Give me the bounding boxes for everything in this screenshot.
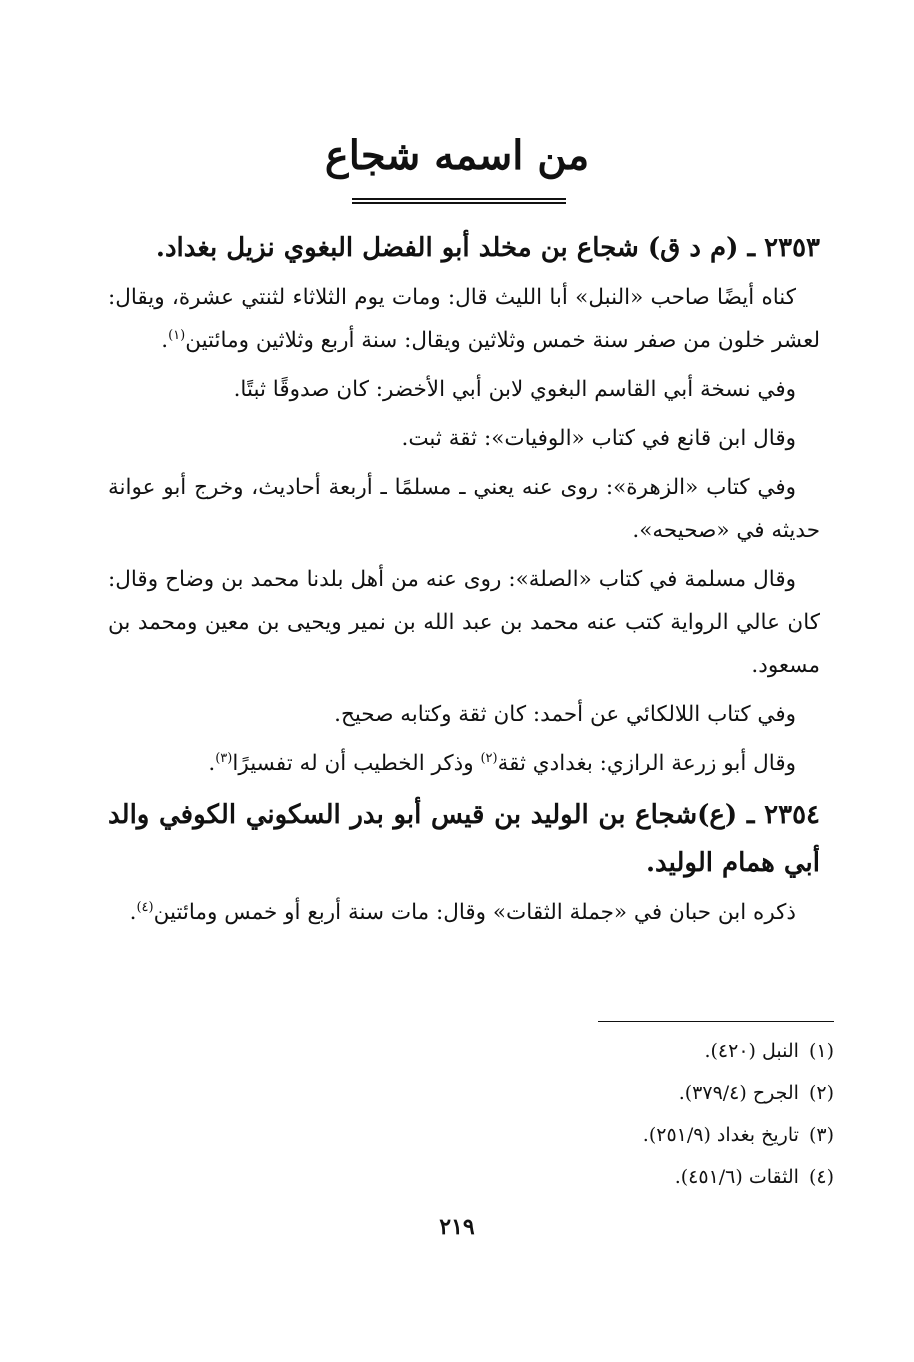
entry-2353-heading: ٢٣٥٣ ـ (م د ق) شجاع بن مخلد أبو الفضل البغوي نزيل بغداد. — [155, 233, 820, 263]
paragraph-text: وقال أبو زرعة الرازي: بغدادي ثقة — [497, 751, 796, 776]
entry-2353-paragraph-4: وفي كتاب «الزهرة»: روى عنه يعني ـ مسلمًا ـ أربعة أحاديث، وخرج أبو عوانة حديثه في «صحيحه». — [108, 475, 820, 543]
entry-2354-paragraph-1 — [108, 891, 820, 934]
footnote-ref: (٤) — [136, 899, 154, 915]
entry-2353-paragraph-3: وقال ابن قانع في كتاب «الوفيات»: ثقة ثبت. — [401, 426, 796, 451]
footnotes — [434, 1030, 834, 1198]
paragraph-text: ذكره ابن حبان في «جملة الثقات» وقال: مات سنة أربع أو خمس ومائتين — [153, 900, 796, 925]
footnote-separator — [598, 1021, 834, 1022]
chapter-title: من اسمه شجاع — [324, 132, 590, 179]
paragraph-end: . — [129, 900, 137, 925]
footnote-ref: (٢) — [480, 750, 498, 766]
footnote-text: النبل (٤٢٠). — [704, 1040, 799, 1062]
footnote-4 — [434, 1156, 834, 1198]
page-number: ٢١٩ — [439, 1214, 475, 1240]
footnote-number: (١) — [808, 1040, 834, 1062]
footnote-text: تاريخ بغداد (٢٥١/٩). — [642, 1124, 799, 1146]
entry-2354-heading: ٢٣٥٤ ـ (ع)شجاع بن الوليد بن قيس أبو بدر السكوني الكوفي والد أبي همام الوليد. — [108, 800, 820, 878]
main-text — [108, 222, 820, 940]
entry-2353-paragraph-2: وفي نسخة أبي القاسم البغوي لابن أبي الأخضر: كان صدوقًا ثبتًا. — [233, 377, 796, 402]
footnote-ref: (٣) — [215, 750, 233, 766]
entry-2353-paragraph-7 — [108, 742, 820, 785]
footnote-number: (٢) — [808, 1082, 834, 1104]
footnote-1 — [434, 1030, 834, 1072]
paragraph-text: كناه أيضًا صاحب «النبل» أبا الليث قال: ومات يوم الثلاثاء لثنتي عشرة، ويقال: لعشر خلون من صفر سنة خمس وثلاثين ويقال: سنة أربع وثلاثين ومائتين — [108, 285, 820, 353]
entry-2353-paragraph-1 — [108, 276, 820, 362]
entry-2353-paragraph-5: وقال مسلمة في كتاب «الصلة»: روى عنه من أهل بلدنا محمد بن وضاح وقال: كان عالي الرواية كتب عنه محمد بن عبد الله بن نمير ويحيى بن معين ومحمد بن مسعود. — [108, 567, 820, 678]
paragraph-end: . — [208, 751, 216, 776]
footnote-number: (٣) — [808, 1124, 834, 1146]
footnote-ref: (١) — [168, 327, 186, 343]
footnote-2 — [434, 1072, 834, 1114]
footnote-text: الجرح (٣٧٩/٤). — [678, 1082, 799, 1104]
footnote-3 — [434, 1114, 834, 1156]
footnote-number: (٤) — [808, 1166, 834, 1188]
footnote-text: الثقات (٤٥١/٦). — [674, 1166, 799, 1188]
paragraph-end: . — [161, 328, 169, 353]
paragraph-text: وذكر الخطيب أن له تفسيرًا — [232, 751, 481, 776]
title-underline — [352, 198, 566, 204]
entry-2353-paragraph-6: وفي كتاب اللالكائي عن أحمد: كان ثقة وكتابه صحيح. — [334, 702, 796, 727]
